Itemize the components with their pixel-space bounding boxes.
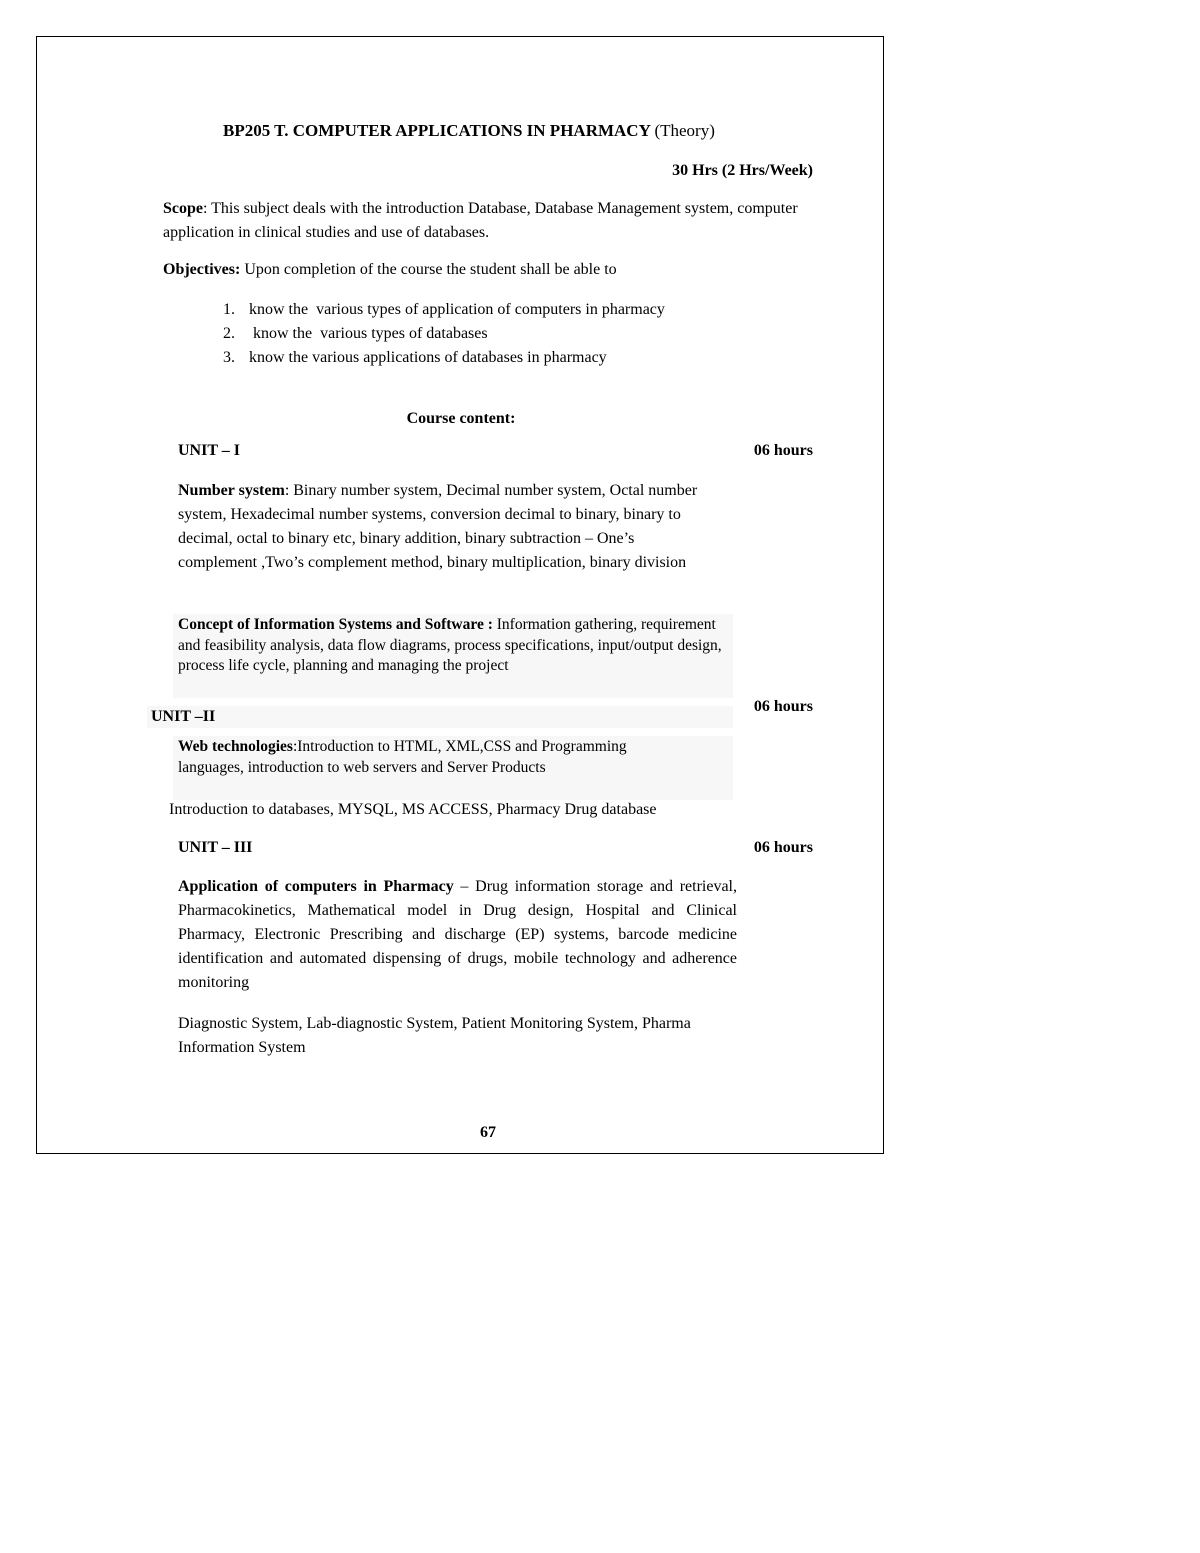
information-systems-paragraph: Concept of Information Systems and Software : Information gathering, requirement and feasibility analysis, data flow diagrams, process specifications, input/output design, process life cycle, planning and managing the project [178,616,722,674]
list-item: 1. know the various types of application of computers in pharmacy [223,301,665,318]
list-item: 2. know the various types of databases [223,325,488,342]
unit-1-label: UNIT – I [178,442,240,459]
list-item: 3. know the various applications of databases in pharmacy [223,349,607,366]
page-number: 67 [480,1124,496,1141]
objectives-paragraph: Objectives: Upon completion of the course the student shall be able to [163,261,617,278]
highlight-box [147,706,733,728]
course-title: BP205 T. COMPUTER APPLICATIONS IN PHARMACY (Theory) [223,121,715,140]
unit-3-hours: 06 hours [753,839,813,856]
scope-label: Scope [163,200,203,217]
objectives-label: Objectives: [163,261,241,278]
total-hours: 30 Hrs (2 Hrs/Week) [672,162,813,179]
applications-paragraph: Application of computers in Pharmacy – Drug information storage and retrieval, Pharmacokinetics, Mathematical model in Drug design, Hospital and Clinical Pharmacy, Electronic Prescribing and discharge (EP) systems, barcode medicine identification and automated dispensing of drugs, mobile technology and adherence monitoring [178,878,737,991]
diagnostic-systems-paragraph: Diagnostic System, Lab-diagnostic System, Patient Monitoring System, Pharma Information System [178,1015,691,1056]
unit-2-label: UNIT –II [151,708,216,725]
web-technologies-paragraph: Web technologies:Introduction to HTML, XML,CSS and Programming languages, introduction to web servers and Server Products [178,738,627,776]
scope-paragraph: Scope: This subject deals with the introduction Database, Database Management system, computer application in clinical studies and use of databases. [163,200,798,241]
objectives-list [223,298,665,370]
number-system-paragraph: Number system: Binary number system, Decimal number system, Octal number system, Hexadecimal number systems, conversion decimal to binary, binary to decimal, octal to binary etc, binary addition, binary subtraction – One’s complement ,Two’s complement method, binary multiplication, binary division [178,482,698,571]
course-content-heading: Course content: [406,410,516,427]
document-page [36,36,884,1154]
databases-paragraph: Introduction to databases, MYSQL, MS ACCESS, Pharmacy Drug database [169,801,657,818]
unit-1-hours: 06 hours [753,442,813,459]
unit-2-hours: 06 hours [753,698,813,715]
unit-3-label: UNIT – III [178,839,253,856]
